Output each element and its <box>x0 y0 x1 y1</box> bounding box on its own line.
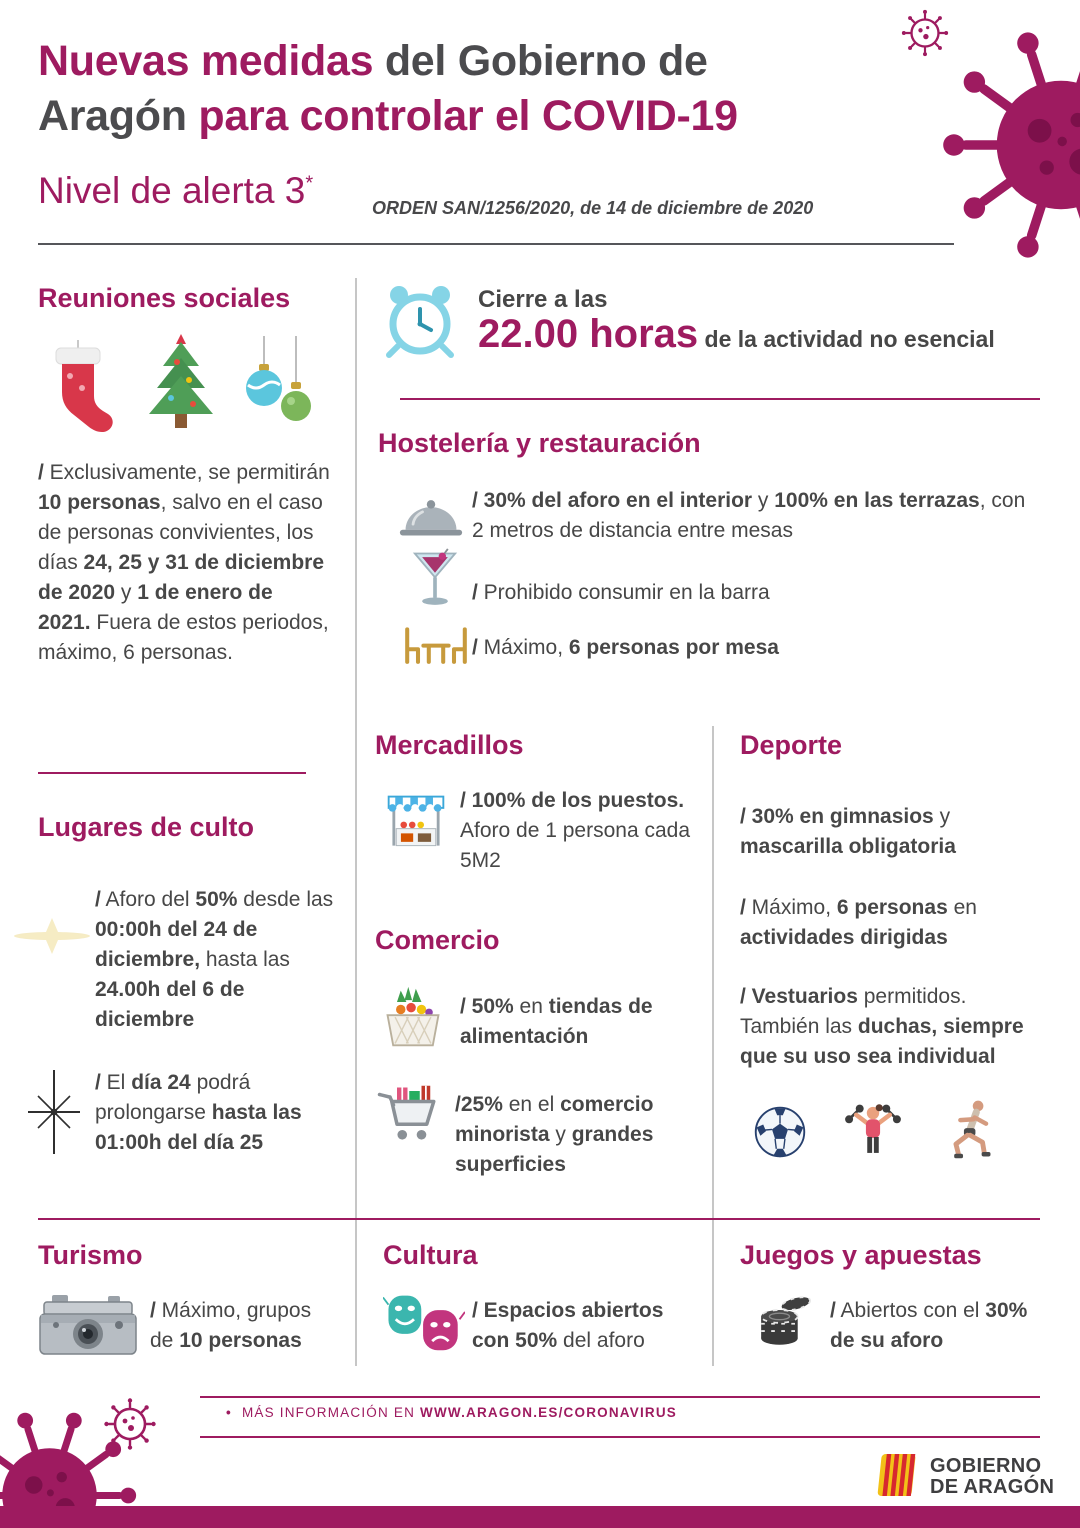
table-and-chairs-icon <box>400 622 472 672</box>
casino-chips-icon <box>752 1288 816 1354</box>
hosteleria-item-2: / Prohibido consumir en la barra <box>472 581 770 604</box>
bullet-icon: • <box>226 1405 232 1420</box>
comercio-item-1: / 50% en tiendas de alimentación <box>460 995 653 1048</box>
gobierno-de-aragon-logo <box>876 1452 1054 1502</box>
sparkle-star-icon <box>22 1068 86 1156</box>
mercadillos-item: / 100% de los puestos. Aforo de 1 persona cada 5M2 <box>460 789 690 872</box>
alert-level-text: Nivel de alerta 3 <box>38 170 306 211</box>
shopping-cart-icon <box>376 1082 446 1156</box>
theater-masks-icon <box>383 1290 465 1354</box>
divider-reuniones <box>38 772 306 774</box>
banner-rule <box>400 398 1040 400</box>
heading-juegos-y-apuestas: Juegos y apuestas <box>740 1240 982 1270</box>
footer-rule-bottom <box>200 1436 1040 1438</box>
cierre-time-line <box>478 312 1038 357</box>
runner-icon <box>940 1098 1002 1160</box>
cultura-item: / Espacios abiertos con 50% del aforo <box>472 1299 664 1352</box>
christmas-tree-icon <box>133 332 229 436</box>
culto-item-1: / Aforo del 50% desde las 00:00h del 24 de diciembre, hasta las 24.00h del 6 de diciembre <box>95 888 334 1031</box>
cierre-tail-text: de la actividad no esencial <box>698 326 995 352</box>
weightlifter-icon <box>842 1098 904 1160</box>
heading-hosteleria: Hostelería y restauración <box>378 428 701 458</box>
vertical-divider-right <box>712 726 714 1366</box>
heading-reuniones-sociales: Reuniones sociales <box>38 283 291 313</box>
aragon-flag-shield-icon <box>876 1452 920 1502</box>
order-reference: ORDEN SAN/1256/2020, de 14 de diciembre de 2020 <box>372 198 814 218</box>
comercio-item-2: /25% en el comercio minorista y grandes superficies <box>455 1093 654 1176</box>
footer-info-text <box>242 1405 677 1420</box>
page-title-line-1: Nuevas medidas del Gobierno de <box>38 37 708 85</box>
deporte-item-1: / 30% en gimnasios y mascarilla obligatoria <box>740 805 956 858</box>
divider-bottom-row <box>38 1218 1040 1220</box>
logo-text <box>930 1456 1054 1498</box>
heading-lugares-de-culto: Lugares de culto <box>38 812 255 842</box>
deporte-item-3: / Vestuarios permitidos. También las duchas, siempre que su uso sea individual <box>740 985 1024 1068</box>
page-title <box>38 34 908 144</box>
vertical-divider-left <box>355 278 357 1366</box>
alert-asterisk: * <box>305 172 314 195</box>
deporte-item-2: / Máximo, 6 personas en actividades dirigidas <box>740 896 977 949</box>
christmas-stocking-icon <box>40 340 116 432</box>
coronavirus-icon <box>942 26 1080 264</box>
heading-deporte: Deporte <box>740 730 843 760</box>
alarm-clock-icon <box>380 280 460 360</box>
heading-turismo: Turismo <box>38 1240 143 1270</box>
heading-mercadillos: Mercadillos <box>375 730 524 760</box>
logo-line-2: DE ARAGÓN <box>930 1476 1055 1498</box>
heading-cultura: Cultura <box>383 1240 478 1270</box>
coronavirus-url-link[interactable]: WWW.ARAGON.ES/CORONAVIRUS <box>420 1405 677 1420</box>
footer-info-prefix: MÁS INFORMACIÓN EN <box>241 1405 420 1420</box>
header-rule <box>38 243 954 245</box>
cierre-time-text: 22.00 horas <box>478 312 699 356</box>
heading-comercio: Comercio <box>375 925 500 955</box>
market-stall-icon <box>383 790 449 856</box>
reuniones-body-text: / Exclusivamente, se permitirán 10 personas, salvo en el caso de personas convivientes, los días 24, 25 y 31 de diciembre de 2020 y 1 de enero de 2021. Fuera de estos periodos, máximo, 6 personas. <box>38 461 330 664</box>
cocktail-glass-icon <box>412 548 458 614</box>
food-basket-icon <box>380 985 446 1051</box>
footer-info <box>226 1405 677 1420</box>
serving-dish-icon <box>398 492 464 544</box>
hosteleria-item-1: / 30% del aforo en el interior y 100% en las terrazas, con 2 metros de distancia entre mesas <box>472 489 1026 542</box>
christmas-ornaments-icon <box>238 336 320 436</box>
turismo-item: / Máximo, grupos de 10 personas <box>150 1299 312 1352</box>
juegos-item: / Abiertos con el 30% de su aforo <box>830 1299 1028 1352</box>
camera-icon <box>38 1292 138 1358</box>
sun-glow-icon <box>12 915 92 957</box>
soccer-ball-icon <box>752 1104 808 1160</box>
alert-level <box>38 170 313 212</box>
culto-item-2: / El día 24 podrá prolongarse hasta las 01:00h del día 25 <box>95 1071 302 1154</box>
footer-rule-top <box>200 1396 1040 1398</box>
hosteleria-item-3: / Máximo, 6 personas por mesa <box>472 636 779 659</box>
bottom-bar <box>0 1506 1080 1528</box>
page-title-line-2: Aragón para controlar el COVID-19 <box>38 92 738 140</box>
logo-line-1: GOBIERNO <box>930 1455 1042 1477</box>
cierre-lead-text: Cierre a las <box>478 286 608 313</box>
